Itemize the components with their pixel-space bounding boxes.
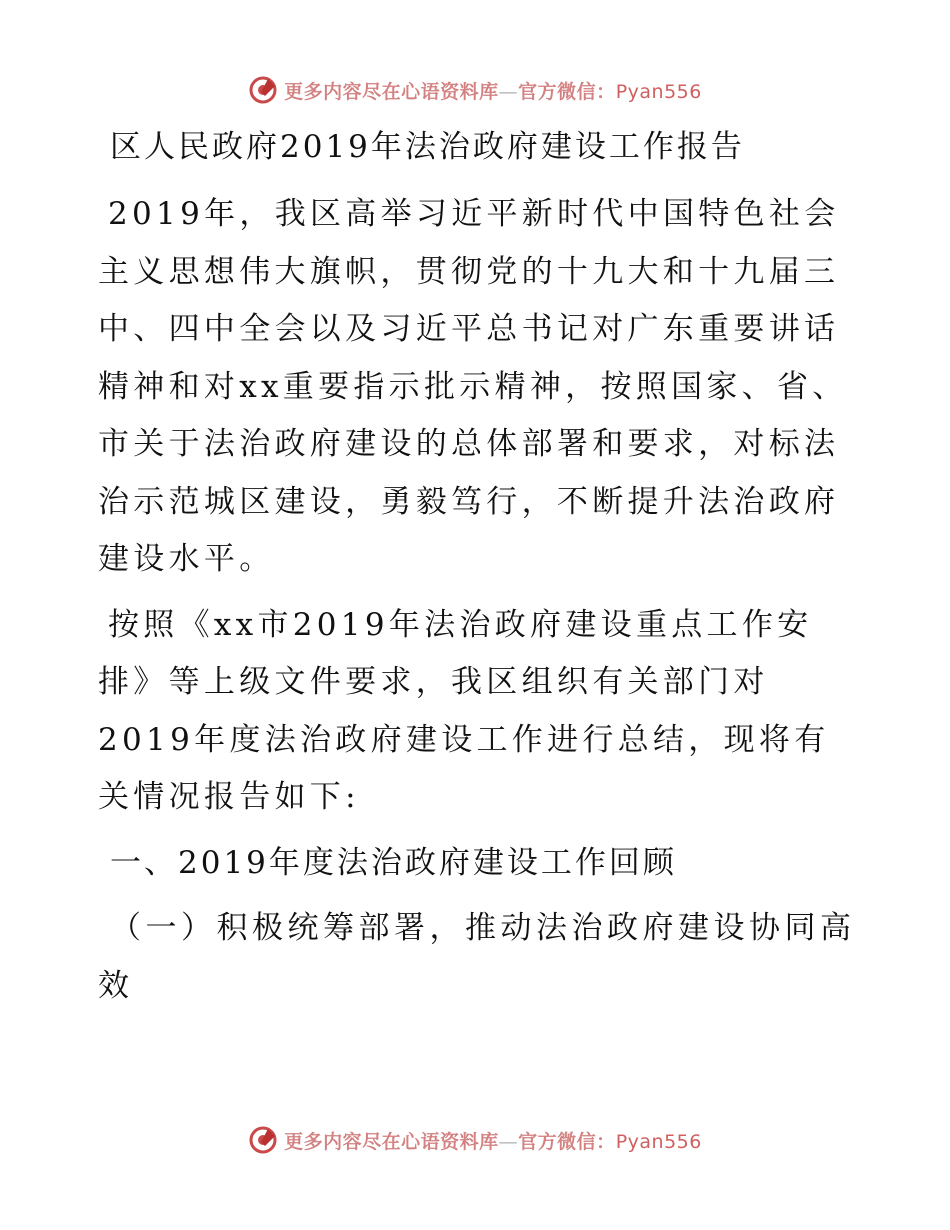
paragraph-basis: 按照《xx市2019年法治政府建设重点工作安排》等上级文件要求，我区组织有关部门对2019年度法治政府建设工作进行总结，现将有关情况报告如下: [98,606,830,815]
paragraph-intro: 2019年，我区高举习近平新时代中国特色社会主义思想伟大旗帜，贯彻党的十九大和十九届三中、四中全会以及习近平总书记对广东重要讲话精神和对xx重要指示批示精神，按照国家、省、市关于法治政府建设的总体部署和要求，对标法治示范城区建设，勇毅笃行，不断提升法治政府建设水平。 [98,196,848,577]
section-heading: 一、2019年度法治政府建设工作回顾 [110,844,677,881]
footer-watermark [0,1120,950,1160]
subsection-heading: （一）积极统筹部署，推动法治政府建设协同高效 [98,910,856,1004]
logo-icon [248,1125,278,1155]
logo-icon [248,75,278,105]
header-watermark [0,70,950,110]
watermark-text: 更多内容尽在心语资料库—官方微信：Pyan556 [284,1130,702,1153]
document-body [98,122,858,1015]
watermark-text: 更多内容尽在心语资料库—官方微信：Pyan556 [284,80,702,103]
document-title: 区人民政府2019年法治政府建设工作报告 [110,129,745,165]
